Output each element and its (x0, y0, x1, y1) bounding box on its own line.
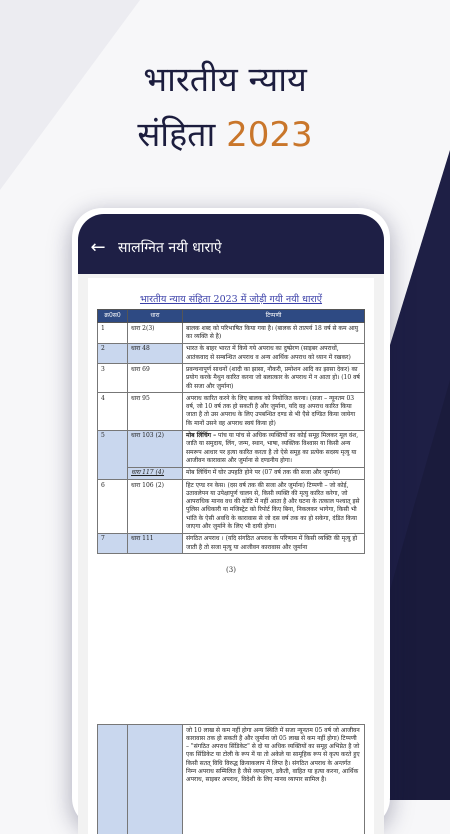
column-header: क्र0स0 (98, 310, 128, 323)
column-header: टिप्पणी (183, 310, 365, 323)
table-row (98, 393, 365, 430)
column-header: धारा (128, 310, 183, 323)
note-cell: संगठित अपराध । (यदि संगठित अपराध के परिणाम में किसी व्यक्ति की मृत्यु हो जाती है तो सजा मृत्यु या आजीवन कारावास और जुर्माना (183, 533, 365, 554)
note-cell (183, 430, 365, 467)
note-bold-lead: मोब लिंचिंग – (186, 432, 216, 439)
note-cell: प्रवन्चनापूर्ण साधनों (शादी का झासा, नौकरी, प्रमोशन आदि का झासा देकर) का प्रयोग करके मैथुन कारित करना जो बलात्कार के अपराध में न आता हो। (10 वर्ष की सजा और जुर्माना) (183, 364, 365, 393)
section-cell: धारा 69 (128, 364, 183, 393)
note-cell: अपराध कारित करने के लिए बालक को नियोजित करना। (सजा – न्यूनतम 03 वर्ष, जो 10 वर्ष तक हो सकती है और जुर्माना, यदि वह अपराध कारित किया जाता है तो उस अपराध के लिए उपबन्धित दण्ड से भी एैसे दण्डित किया जायेगा कि मानों उसने वह अपराध स्वयं किया हो) (183, 393, 365, 430)
app-bar (78, 214, 384, 274)
note-text: पांच या पांच से अधिक व्यक्तियों का कोई समूह मिलकर मूल वंश, जाति या समुदाय, लिंग, जन्म, स्थान, भाषा, व्यक्तिक विश्वास या किसी अन्य समरूप आधार पर हत्या कारित करता है तो ऐसे समूह का प्रत्येक सदस्य मृत्यु या आजीवन कारावास और जुर्माना से दण्डनीय होगा। (186, 432, 358, 464)
section-cell: धारा 106 (2) (128, 480, 183, 534)
table-row (98, 343, 365, 364)
app-bar-title: सालग्नित नयी धाराऐ (118, 238, 222, 257)
next-page[interactable] (88, 714, 374, 834)
note-cell: बालक शब्द को परिभाषित किया गया है। (बालक से तात्पर्य 18 वर्ष से कम आयु का व्यक्ति से है) (183, 323, 365, 344)
section-cell: धारा 95 (128, 393, 183, 430)
table-row (98, 323, 365, 344)
serial-cell: 4 (98, 393, 128, 430)
section-cell (128, 725, 183, 834)
sections-table (97, 309, 365, 554)
section-cell: धारा 117 (4) (128, 467, 183, 479)
serial-cell: 7 (98, 533, 128, 554)
section-cell: धारा 48 (128, 343, 183, 364)
continuation-table (97, 724, 365, 834)
note-cell: भारत के बाहर भारत में किये गये अपराध का दुष्प्रेरण (साइबर अपराधों, आतंकवाद से सम्बन्धित अपराध व अन्य आर्थिक अपराध को ध्यान में रखकर) (183, 343, 365, 364)
serial-cell: 6 (98, 480, 128, 534)
serial-cell: 5 (98, 430, 128, 479)
serial-cell (98, 725, 128, 834)
document-title: भारतीय न्याय संहिता 2023 में जोड़ी गयी नयी धाराऐं (88, 292, 374, 305)
table-row (98, 533, 365, 554)
serial-cell: 1 (98, 323, 128, 344)
note-cell: मोब लिंचिंग में घोर उपहति होने पर (07 वर्ष तक की सजा और जुर्माना) (183, 467, 365, 479)
serial-cell: 3 (98, 364, 128, 393)
table-row (98, 430, 365, 467)
table-row (98, 467, 365, 479)
phone-mockup (72, 208, 390, 828)
serial-cell: 2 (98, 343, 128, 364)
section-cell: धारा 2(3) (128, 323, 183, 344)
table-row (98, 725, 365, 834)
promo-title-year: 2023 (226, 115, 313, 155)
promo-title-prefix: संहिता (137, 115, 215, 155)
section-cell: धारा 111 (128, 533, 183, 554)
promo-title-line1: भारतीय न्याय (0, 55, 450, 105)
table-row (98, 480, 365, 534)
page-number: (3) (88, 566, 374, 574)
phone-screen (78, 214, 384, 834)
section-cell: धारा 103 (2) (128, 430, 183, 467)
table-header (98, 310, 365, 323)
table-row (98, 364, 365, 393)
promo-title-line2 (0, 110, 450, 160)
note-cell: हिट एण्ड रन केस। (दस वर्ष तक की सजा और जुर्माना) टिप्पणी – जो कोई, उतावलेपन या उपेक्षापूर्ण चालन से, किसी व्यक्ति की मृत्यु कारित करेगा, जो आपराधिक मानव वध की कोटि में नहीं आता है और घटना के तत्काल पश्चात् इसे पुलिस अधिकारी या मजिस्ट्रेट को रिपोर्ट किए बिना, निकलकर भागेगा, किसी भी भांति के ऐसी अवधि के कारावास से जो दस वर्ष तक का हो सकेगा, दंडित किया जाएगा और जुर्माने के लिए भी दायी होगा। (183, 480, 365, 534)
note-cell: जो 10 लाख से कम नहीं होगा अन्य स्थिति में सजा न्यूनतम 05 वर्ष जो आजीवन कारावास तक हो सकती है और जुर्माना जो 05 लाख से कम नहीं होगा) टिप्पणी – "संगठित अपराध सिंडिकेट" से दो या अधिक व्यक्तियों का समूह अभिप्रेत है जो एक सिंडिकेट या टोली के रूप में या तो अकेले या सामूहिक रूप से कृत्य करते हुए किसी सतत् विधि विरुद्ध क्रियाकलाप में लिप्त है। संगठित अपराध के अन्तर्गत निम्न अपराध सम्मिलित है जैसे व्यपहरण, डकैती, वाहित या हत्या करना, आर्थिक अपराध, साइबर अपराध, विदेशी के लिए मानव व्यापार सामिल है। (183, 725, 365, 834)
arrow-left-icon[interactable]: ← (78, 237, 118, 258)
